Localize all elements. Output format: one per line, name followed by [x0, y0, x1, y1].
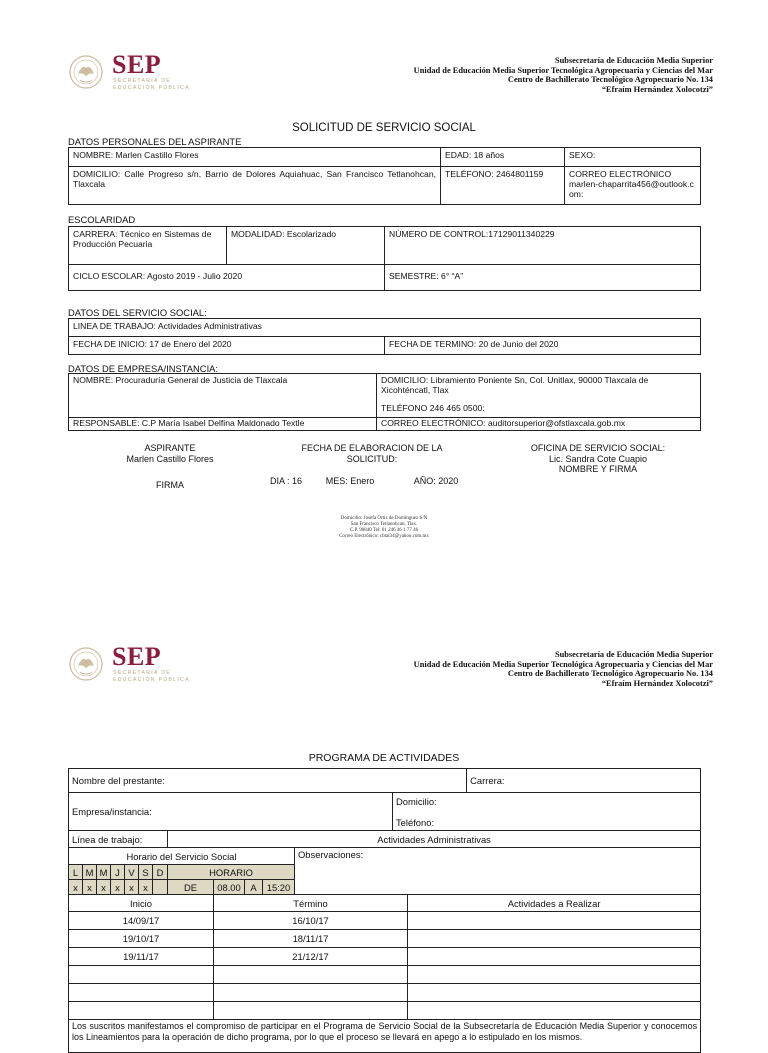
programa-title: PROGRAMA DE ACTIVIDADES	[308, 752, 460, 764]
fecha-termino-cell: FECHA DE TERMINO: 20 de Junio del 2020	[385, 337, 701, 355]
page-title: SOLICITUD DE SERVICIO SOCIAL	[292, 122, 476, 134]
row-actividad	[408, 912, 701, 930]
telefono-cell: Teléfono:	[393, 809, 701, 831]
empresa-correo-cell: CORREO ELECTRÓNICO: auditorsuperior@ofstlaxcala.gob.mx	[377, 418, 701, 431]
linea-cell: LINEA DE TRABAJO: Actividades Administrativas	[69, 319, 701, 337]
personal-table	[68, 147, 701, 205]
horario-header: HORARIO	[168, 865, 295, 880]
anio-field: AÑO: 2020	[413, 476, 459, 486]
mes-field: MES: Enero	[325, 476, 375, 486]
row-inicio: 19/10/17	[69, 930, 214, 948]
institution-header: Subsecretaría de Educación Media Superior Unidad de Educación Media Superior Tecnológica Agropecuaria y Ciencias del Mar Centro de Bachillerato Tecnológico Agropecuario No. 134 “Efraím Hernández Xolocotzi”	[413, 56, 713, 94]
section-heading-servicio: DATOS DEL SERVICIO SOCIAL:	[68, 307, 207, 318]
mark-s: x	[139, 880, 153, 895]
row-termino: 18/11/17	[214, 930, 408, 948]
col-inicio-header: Inicio	[69, 895, 214, 912]
empresa-table	[68, 373, 701, 431]
row-termino	[214, 1002, 408, 1020]
control-cell: NÚMERO DE CONTROL:17129011340229	[385, 227, 701, 265]
hora-inicio-cell: 08.00	[214, 880, 245, 895]
mark-v: x	[125, 880, 139, 895]
observaciones-cell: Observaciones:	[295, 848, 701, 895]
day-d: D	[153, 865, 168, 880]
nombre-cell: NOMBRE: Marlen Castillo Flores	[69, 148, 441, 167]
dia-field: DIA : 16	[269, 476, 303, 486]
eagle-seal-icon	[68, 54, 104, 90]
footer-address: Domicilio: Josefa Ortiz de Domínguez S/N San Francisco Tetlanohcan, Tlax. C.P. 90840 Tel: 01 246 46 1 77 46 Correo Electrónico: cbtal34@yahoo.com.mx	[339, 516, 429, 539]
a-cell: A	[245, 880, 263, 895]
row-actividad	[408, 984, 701, 1002]
row-actividad	[408, 930, 701, 948]
domicilio-cell: DOMICILIO: Calle Progreso s/n, Barrio de Dolores Aquiahuac, San Francisco Tetlanohcan, Tlaxcala	[69, 167, 441, 205]
mark-d	[153, 880, 168, 895]
sexo-cell: SEXO:	[565, 148, 701, 167]
institution-header-2: Subsecretaría de Educación Media Superior Unidad de Educación Media Superior Tecnológica Agropecuaria y Ciencias del Mar Centro de Bachillerato Tecnológico Agropecuario No. 134 “Efraím Hernández Xolocotzi”	[413, 650, 713, 688]
sep-logo-2	[68, 642, 248, 686]
row-termino	[214, 966, 408, 984]
ciclo-cell: CICLO ESCOLAR: Agosto 2019 - Julio 2020	[69, 265, 385, 291]
sep-wordmark: SEP	[112, 642, 162, 671]
mark-j: x	[111, 880, 125, 895]
sep-wordmark: SEP	[112, 50, 162, 79]
aspirante-signature-block: ASPIRANTE Marlen Castillo Flores FIRMA	[126, 443, 214, 490]
correo-cell: CORREO ELECTRÓNICO marlen-chaparrita456@outlook.com:	[565, 167, 701, 205]
compromiso-text: Los suscritos manifestamos el compromiso de participar en el Programa de Servicio Social de la Subsecretaría de Educación Media Superior y conocemos los Lineamientos para la operación de dicho programa, por lo que el proceso se llevará en apego a lo estipulado en los mismos.	[69, 1020, 701, 1053]
day-v: V	[125, 865, 139, 880]
section-heading-empresa: DATOS DE EMPRESA/INSTANCIA:	[68, 363, 219, 374]
servicio-table	[68, 318, 701, 355]
row-actividad	[408, 966, 701, 984]
horario-label-cell: Horario del Servicio Social	[69, 848, 295, 865]
empresa-domicilio-cell: DOMICILIO: Libramiento Poniente Sn, Col. Unitlax, 90000 Tlaxcala de Xicohténcatl, Tlax TELÉFONO 246 465 0500:	[377, 374, 701, 418]
semestre-cell: SEMESTRE: 6° “A”	[385, 265, 701, 291]
row-inicio	[69, 1002, 214, 1020]
fecha-elaboracion-block: FECHA DE ELABORACION DE LA SOLICITUD:	[301, 443, 443, 464]
responsable-cell: RESPONSABLE: C.P María Isabel Delfina Maldonado Textle	[69, 418, 377, 431]
linea-label-cell: Línea de trabajo:	[69, 831, 168, 848]
carrera-cell: Carrera:	[467, 769, 701, 793]
mark-l: x	[69, 880, 83, 895]
empresa-nombre-cell: NOMBRE: Procuraduría General de Justicia de Tlaxcala	[69, 374, 377, 418]
edad-cell: EDAD: 18 años	[441, 148, 565, 167]
modalidad-cell: MODALIDAD: Escolarizado	[227, 227, 385, 265]
col-actividades-header: Actividades a Realizar	[408, 895, 701, 912]
mark-m2: x	[97, 880, 111, 895]
row-termino	[214, 984, 408, 1002]
day-m: M	[83, 865, 97, 880]
row-inicio: 14/09/17	[69, 912, 214, 930]
sep-subtitle: SECRETARÍA DE EDUCACIÓN PÚBLICA	[113, 78, 190, 91]
row-inicio: 19/11/17	[69, 948, 214, 966]
oficina-signature-block: OFICINA DE SERVICIO SOCIAL: Lic. Sandra Cote Cuapio NOMBRE Y FIRMA	[530, 443, 666, 474]
carrera-cell: CARRERA: Técnico en Sistemas de Producción Pecuaria	[69, 227, 227, 265]
row-termino: 21/12/17	[214, 948, 408, 966]
domicilio-cell: Domicilio:	[393, 793, 701, 810]
day-l: L	[69, 865, 83, 880]
escolaridad-table	[68, 226, 701, 291]
sep-logo	[68, 50, 248, 94]
day-m2: M	[97, 865, 111, 880]
de-cell: DE	[168, 880, 214, 895]
page-separator	[0, 610, 768, 632]
row-inicio	[69, 984, 214, 1002]
empresa-cell: Empresa/instancia:	[69, 793, 393, 831]
mark-m: x	[83, 880, 97, 895]
sep-subtitle: SECRETARÍA DE EDUCACIÓN PÚBLICA	[113, 670, 190, 683]
col-termino-header: Término	[214, 895, 408, 912]
linea-value-cell: Actividades Administrativas	[168, 831, 701, 848]
section-heading-escolaridad: ESCOLARIDAD	[68, 214, 136, 225]
eagle-seal-icon	[68, 646, 104, 682]
prestante-cell: Nombre del prestante:	[69, 769, 467, 793]
day-s: S	[139, 865, 153, 880]
programa-table	[68, 768, 701, 1053]
row-termino: 16/10/17	[214, 912, 408, 930]
day-j: J	[111, 865, 125, 880]
fecha-inicio-cell: FECHA DE INICIO: 17 de Enero del 2020	[69, 337, 385, 355]
row-actividad	[408, 1002, 701, 1020]
section-heading-personal: DATOS PERSONALES DEL ASPIRANTE	[68, 136, 242, 147]
page-2	[0, 632, 768, 1042]
hora-fin-cell: 15:20	[263, 880, 295, 895]
telefono-cell: TELÉFONO: 2464801159	[441, 167, 565, 205]
row-inicio	[69, 966, 214, 984]
row-actividad	[408, 948, 701, 966]
